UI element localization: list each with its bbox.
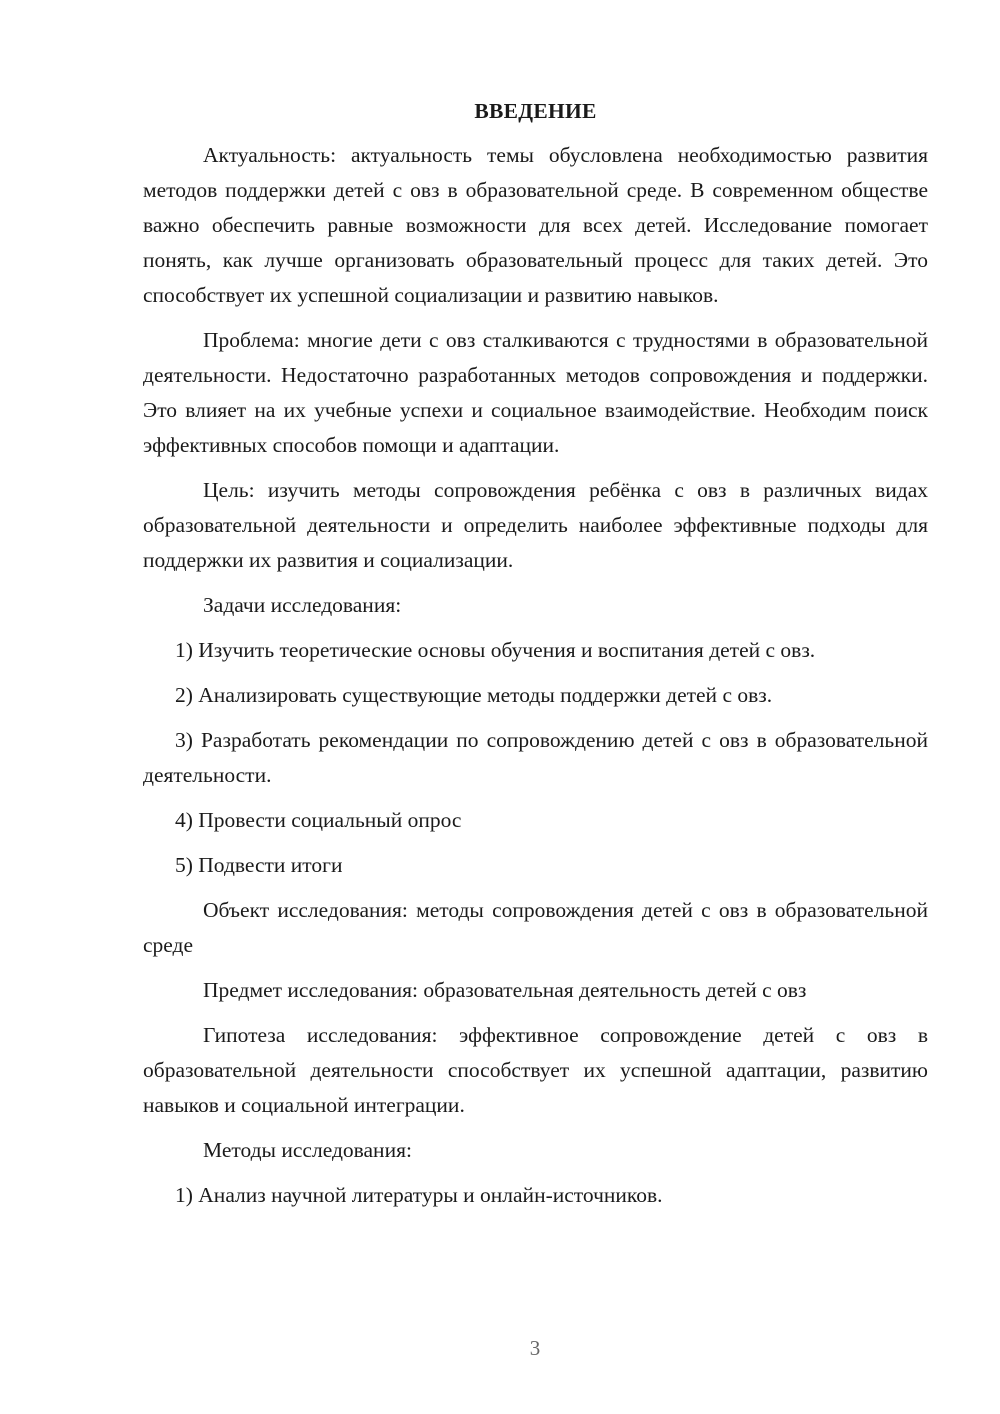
object-paragraph: Объект исследования: методы сопровождения детей с овз в образовательной среде xyxy=(143,898,928,957)
task-item: 3) Разработать рекомендации по сопровождению детей с овз в образовательной деятельности. xyxy=(143,728,928,787)
subject-paragraph: Предмет исследования: образовательная деятельность детей с овз xyxy=(203,978,807,1002)
problem-paragraph: Проблема: многие дети с овз сталкиваются с трудностями в образовательной деятельности. Недостаточно разработанных методов сопровождения и поддержки. Это влияет на их учебные успехи и социальное взаимодействие. Необходим поиск эффективных способов помощи и адаптации. xyxy=(143,328,928,457)
methods-title: Методы исследования: xyxy=(203,1138,412,1162)
goal-paragraph: Цель: изучить методы сопровождения ребёнка с овз в различных видах образовательной деятельности и определить наиболее эффективные подходы для поддержки их развития и социализации. xyxy=(143,478,928,572)
task-item: 4) Провести социальный опрос xyxy=(175,808,462,832)
hypothesis-paragraph: Гипотеза исследования: эффективное сопровождение детей с овз в образовательной деятельности способствует их успешной адаптации, развитию навыков и социальной интеграции. xyxy=(143,1023,928,1117)
task-item: 2) Анализировать существующие методы поддержки детей с овз. xyxy=(175,683,773,707)
relevance-paragraph: Актуальность: актуальность темы обусловлена необходимостью развития методов поддержки детей с овз в образовательной среде. В современном обществе важно обеспечить равные возможности для всех детей. Исследование помогает понять, как лучше организовать образовательный процесс для таких детей. Это способствует их успешной социализации и развитию навыков. xyxy=(143,143,928,307)
page-title: ВВЕДЕНИЕ xyxy=(474,99,597,123)
tasks-title: Задачи исследования: xyxy=(203,593,402,617)
task-item: 1) Изучить теоретические основы обучения и воспитания детей с овз. xyxy=(175,638,816,662)
method-item: 1) Анализ научной литературы и онлайн-источников. xyxy=(175,1183,663,1207)
page-number: 3 xyxy=(529,1336,541,1360)
page-content xyxy=(143,96,928,1223)
task-item: 5) Подвести итоги xyxy=(175,853,343,877)
